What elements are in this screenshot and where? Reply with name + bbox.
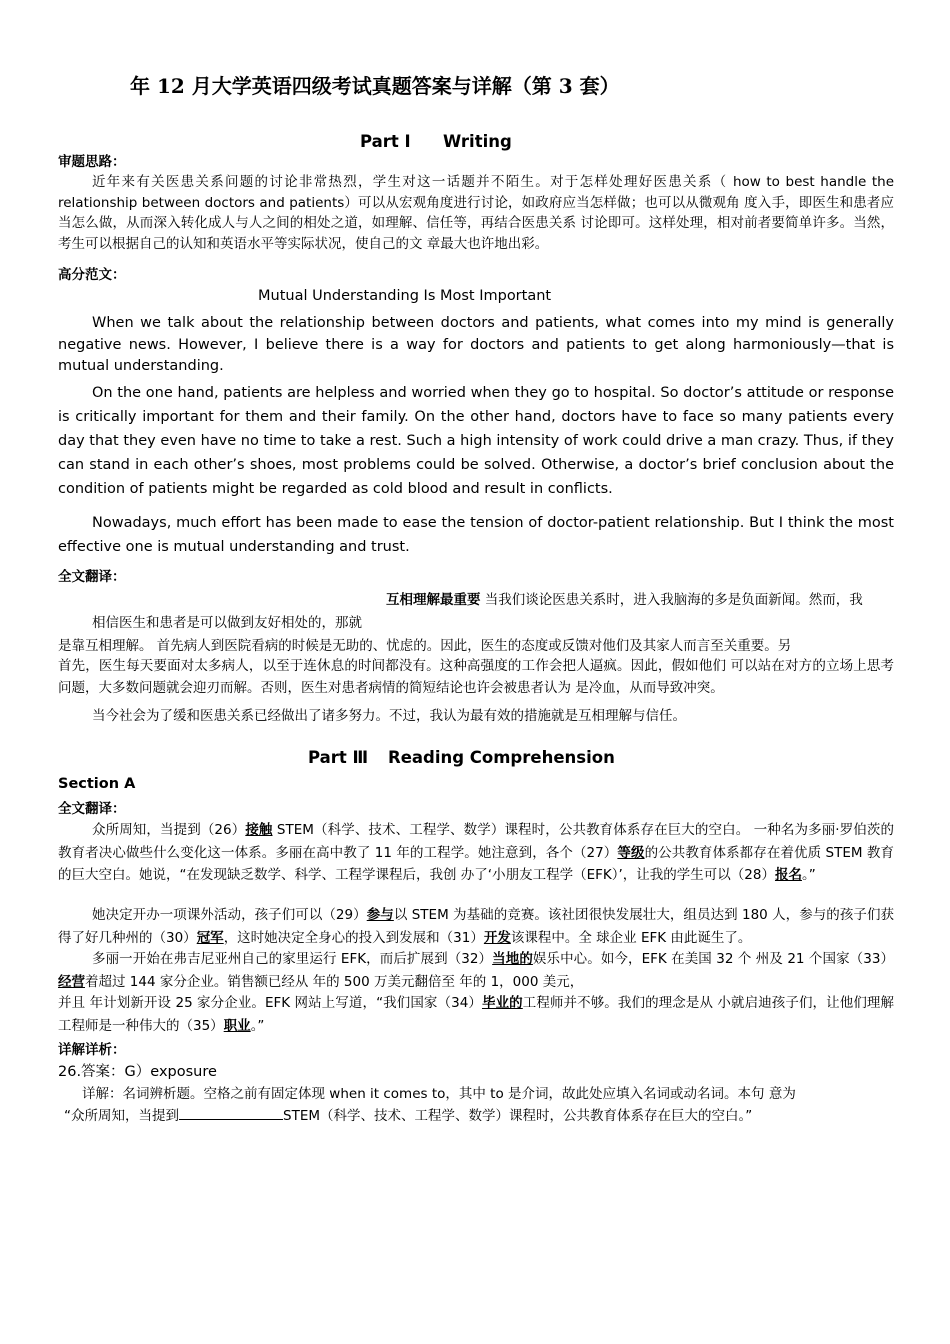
text-run: 以 STEM 为基础的竞赛。该社团很快发展壮大，组员达到 180 人，参与的孩子们获得了好几种州的（30） [58,907,894,946]
part1-heading-number: Part I [360,132,411,151]
essay-paragraph-3: Nowadays, much effort has been made to ease the tension of doctor-patient relationship. But I think the most effective one is mutual understanding and trust. [58,515,894,555]
reading-paragraph-1 [58,819,894,887]
translation-line-1 [386,588,863,608]
reading-paragraph-3 [58,948,894,993]
answer-27: 等级 [617,844,645,861]
text-run: 众所周知，当提到（26） [92,822,246,838]
answer-29: 参与 [366,907,394,923]
text-run: 她决定开办一项课外活动，孩子们可以（29） [92,907,367,923]
answer-28: 报名 [774,867,802,883]
model-essay-label: 高分范文： [58,267,126,283]
text-run: 的公共教育体系都存在着优质 STEM 教育的巨大空白。她说，“在发现缺乏数学、科学、工程学课程后，我创 办了‘小朋友工程学（EFK）’，让我的学生可以（28） [58,844,894,883]
answer-26: 接触 [245,822,273,838]
analysis-label: 详解详析： [58,1042,126,1058]
translation-line-3: 是靠互相理解。 首先病人到医院看病的时候是无助的、忧虑的。因此，医生的态度或反馈对他们及其家人而言至关重要。另 [58,638,792,654]
idea-paragraph: 近年来有关医患关系问题的讨论非常热烈，学生对这一话题并不陌生。对于怎样处理好医患关系（ how to best handle the relationship between doctors and patients）可以从宏观角度进行讨论，如政府应当怎样做；也可以从微观角 度入手，即医生和患者应当怎么做，从而深入转化成人与人之间的相处之道，如理解、信任等，再结合医患关系 讨论即可。这样处理，相对前者要简单许多。当然，考生可以根据自己的认知和英语水平等实际状况，使自己的文 章最大也许地出彩。 [58,174,894,252]
answer-35: 职业 [223,1017,251,1034]
idea-label: 审题思路： [58,154,126,170]
essay-title: Mutual Understanding Is Most Important [258,288,552,304]
translation-line-1-text: 当我们谈论医患关系时，进入我脑海的多是负面新闻。然而，我 [480,592,863,608]
answer-blank [179,1107,283,1120]
translation-line-4: 首先，医生每天要面对太多病人，以至于连休息的时间都没有。这种高强度的工作会把人逼疯。因此，假如他们 可以站在对方的立场上思考问题，大多数问题就会迎刃而解。否则，医生对患者病情的简短结论也许会被患者认为 是冷血，从而导致冲突。 [58,658,894,696]
text-run: STEM（科学、技术、工程学、数学）课程时，公共教育体系存在巨大的空白。 一种名为多丽·罗伯茨的教育者决心做些什么变化这一体系。多丽在高中教了 11 年的工程学。她注意到，各个（27） [58,822,895,861]
answer-31: 开发 [483,929,511,946]
text-run: 。” [801,867,816,883]
section-a-translation-label: 全文翻译： [58,801,126,817]
answer-34: 毕业的 [481,995,523,1011]
text-run: STEM（科学、技术、工程学、数学）课程时，公共教育体系存在巨大的空白。” [283,1108,753,1124]
translation-line-2: 相信医生和患者是可以做到友好相处的，那就 [92,615,362,631]
part3-heading-number: Part Ⅲ [308,748,369,767]
text-run: 工程师并不够。我们的理念是从 小就启迪孩子们，让他们理解工程师是一种伟大的（35） [58,995,895,1034]
translation-title: 互相理解最重要 [386,592,481,608]
answer-32: 当地的 [492,951,533,967]
part3-heading-title: Reading Comprehension [388,748,615,767]
q26-answer: 26.答案：G）exposure [58,1064,217,1080]
essay-paragraph-1: When we talk about the relationship between doctors and patients, what comes into my mind is generally negative news. However, I believe there is a way for doctors and patients to get along harmoniously—that is mutual understanding. [58,315,894,374]
answer-30: 冠军 [196,929,224,946]
reading-paragraph-4 [58,992,894,1037]
essay-paragraph-2: On the one hand, patients are helpless and worried when they go to hospital. So doctor’s attitude or response is critically important for them and their family. On the other hand, doctors have to face so many patients every day that they even have no time to take a rest. Such a high intensity of work could drive a man crazy. Thus, if they can stand in each other’s shoes, most problems could be solved. Otherwise, a doctor’s brief conclusion about the condition of patients might be regarded as cold blood and result in conflicts. [58,385,894,497]
text-run: 并且 年计划新开设 25 家分企业。EFK 网站上写道，“我们国家（34） [58,995,482,1011]
text-run: “众所周知，当提到 [64,1108,179,1124]
translation-line-5: 当今社会为了缓和医患关系已经做出了诸多努力。不过，我认为最有效的措施就是互相理解与信任。 [92,708,686,724]
text-run: 。” [250,1017,265,1034]
answer-33: 经营 [58,973,85,990]
text-run: 着超过 144 家分企业。销售额已经从 年的 500 万美元翻倍至 年的 1，000 美元， [85,973,584,990]
q26-detail-line-2 [64,1104,752,1124]
text-run: 多丽一开始在弗吉尼亚州自己的家里运行 EFK，而后扩展到（32） [92,951,493,967]
reading-paragraph-2 [58,904,894,949]
text-run: 娱乐中心。如今，EFK 在美国 32 个 州及 21 个国家（33） [532,951,895,967]
document-title: 年 12 月大学英语四级考试真题答案与详解（第 3 套） [130,74,620,98]
section-a-label: Section A [58,776,136,792]
text-run: ，这时她决定全身心的投入到发展和（31） [223,929,484,946]
translation-label: 全文翻译： [58,569,126,585]
text-run: 该课程中。全 球企业 EFK 由此诞生了。 [510,929,752,946]
q26-detail-line-1: 详解：名词辨析题。空格之前有固定体现 when it comes to，其中 to 是介词，故此处应填入名词或动名词。本句 意为 [82,1086,796,1102]
part1-heading-title: Writing [443,132,512,151]
